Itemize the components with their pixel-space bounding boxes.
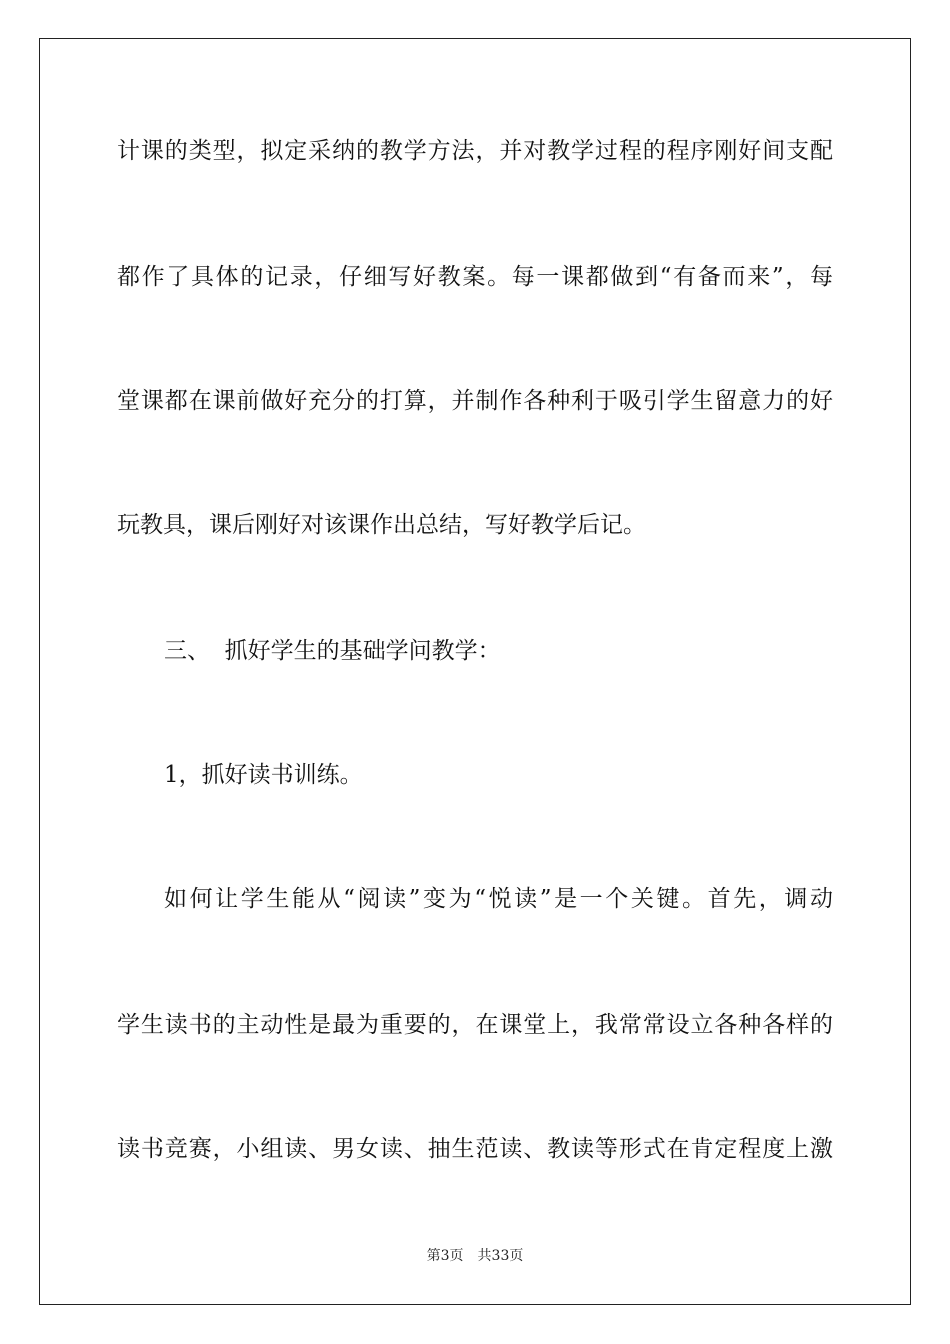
page-border bbox=[39, 38, 911, 1305]
page-total: 共33页 bbox=[477, 1248, 524, 1264]
body-line: 如何让学生能从“阅读”变为“悦读”是一个关键。首先，调动 bbox=[164, 886, 833, 912]
subsection-heading: 1，抓好读书训练。 bbox=[164, 762, 363, 788]
page-footer bbox=[0, 1247, 950, 1265]
body-line: 玩教具，课后刚好对该课作出总结，写好教学后记。 bbox=[117, 512, 646, 538]
body-line: 堂课都在课前做好充分的打算，并制作各种利于吸引学生留意力的好 bbox=[117, 388, 833, 414]
body-line: 学生读书的主动性是最为重要的，在课堂上，我常常设立各种各样的 bbox=[117, 1012, 833, 1038]
page-number: 第3页 bbox=[426, 1248, 464, 1264]
body-line: 计课的类型，拟定采纳的教学方法，并对教学过程的程序刚好间支配 bbox=[117, 138, 833, 164]
body-line: 都作了具体的记录，仔细写好教案。每一课都做到“有备而来”，每 bbox=[117, 264, 833, 290]
body-line: 读书竞赛，小组读、男女读、抽生范读、教读等形式在肯定程度上激 bbox=[117, 1136, 833, 1162]
section-heading: 三、 抓好学生的基础学问教学： bbox=[164, 638, 501, 664]
